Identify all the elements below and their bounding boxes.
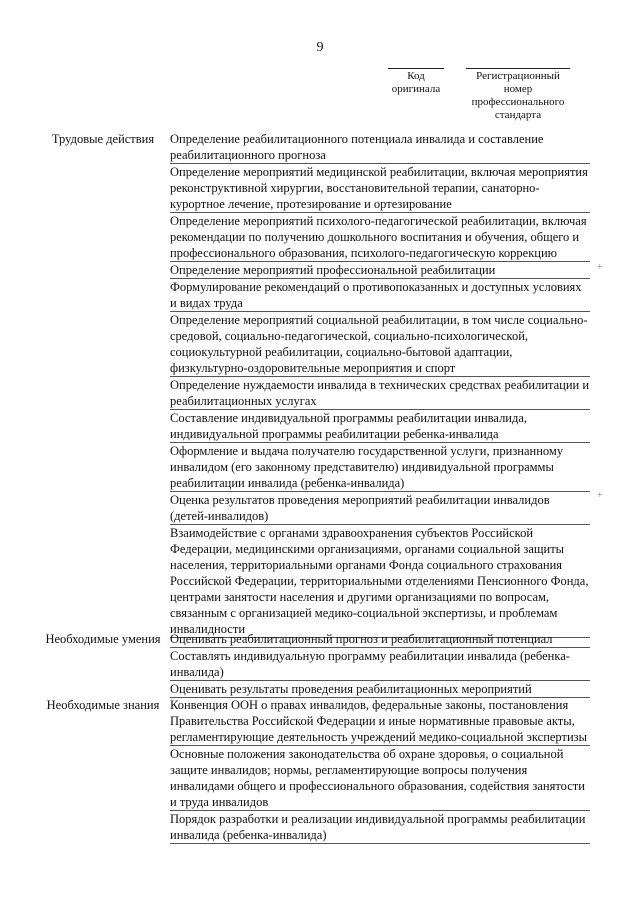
list-item: Определение мероприятий психолого-педагогической реабилитации, включая рекомендации по получению дошкольного воспитания и обучения, общего и профессионального образования, психолого-педагогическую коррекцию xyxy=(170,213,590,262)
list-item: Определение мероприятий медицинской реабилитации, включая мероприятия реконструктивной хирургии, восстановительной терапии, санаторно-курортное лечение, протезирование и ортезирование xyxy=(170,164,590,213)
section-label: Необходимые знания xyxy=(46,698,160,712)
list-item: Оформление и выдача получателю государственной услуги, признанному инвалидом (его законному представителю) индивидуальной программы реабилитации инвалида (ребенка-инвалида) xyxy=(170,443,590,492)
section-label: Необходимые умения xyxy=(45,632,161,646)
list-item: Определение мероприятий социальной реабилитации, в том числе социально-средовой, социально-педагогической, социально-психологической, социокультурной реабилитации, социально-бытовой адаптации, физкультурно-оздоровительные мероприятия и спорт xyxy=(170,312,590,377)
list-item: Взаимодействие с органами здравоохранения субъектов Российской Федерации, медицинскими организациями, органами социальной защиты населения, территориальными органами Фонда социального страхования Российской Федерации, территориальными отделениями Пенсионного Фонда, центрами занятости населения и другими организациями по вопросам, связанным с организацией медико-социальной экспертизы, и проблемам инвалидности xyxy=(170,526,589,636)
list-item: Составление индивидуальной программы реабилитации инвалида, индивидуальной программы реабилитации ребенка-инвалида xyxy=(170,410,590,443)
section-label: Трудовые действия xyxy=(51,132,155,146)
list-item: Формулирование рекомендаций о противопоказанных и доступных условиях и видах труда xyxy=(170,279,590,312)
list-item: Определение нуждаемости инвалида в технических средствах реабилитации и реабилитационных услугах xyxy=(170,378,590,408)
list-item: Конвенция ООН о правах инвалидов, федеральные законы, постановления Правительства Российской Федерации и иные нормативные правовые акты, регламентирующие деятельность учреждений медико-социальной экспертизы xyxy=(170,697,590,746)
list-item: Оценивать результаты проведения реабилитационных мероприятий xyxy=(170,681,590,698)
scan-mark: + xyxy=(597,490,603,501)
item-list xyxy=(170,131,590,638)
page-number: 9 xyxy=(316,40,324,55)
list-item: Порядок разработки и реализации индивидуальной программы реабилитации инвалида (ребенка-инвалида) xyxy=(170,811,590,844)
list-item: Составлять индивидуальную программу реабилитации инвалида (ребенка-инвалида) xyxy=(170,648,590,681)
scan-mark: + xyxy=(597,262,603,273)
item-list xyxy=(170,631,590,698)
registration-label: Регистрационный номер профессионального стандарта xyxy=(466,68,570,122)
list-item: Оценивать реабилитационный прогноз и реабилитационный потенциал xyxy=(170,631,590,648)
list-item: Оценка результатов проведения мероприятий реабилитации инвалидов (детей-инвалидов) xyxy=(170,492,590,525)
list-item: Определение мероприятий профессиональной реабилитации xyxy=(170,262,590,279)
code-label: Код оригинала xyxy=(388,68,444,96)
item-list xyxy=(170,697,590,844)
list-item: Определение реабилитационного потенциала инвалида и составление реабилитационного прогноза xyxy=(170,131,590,164)
list-item: Основные положения законодательства об охране здоровья, о социальной защите инвалидов; нормы, регламентирующие вопросы получения инвалидами общего и профессионального образования, содействия занятости и труда инвалидов xyxy=(170,746,590,811)
